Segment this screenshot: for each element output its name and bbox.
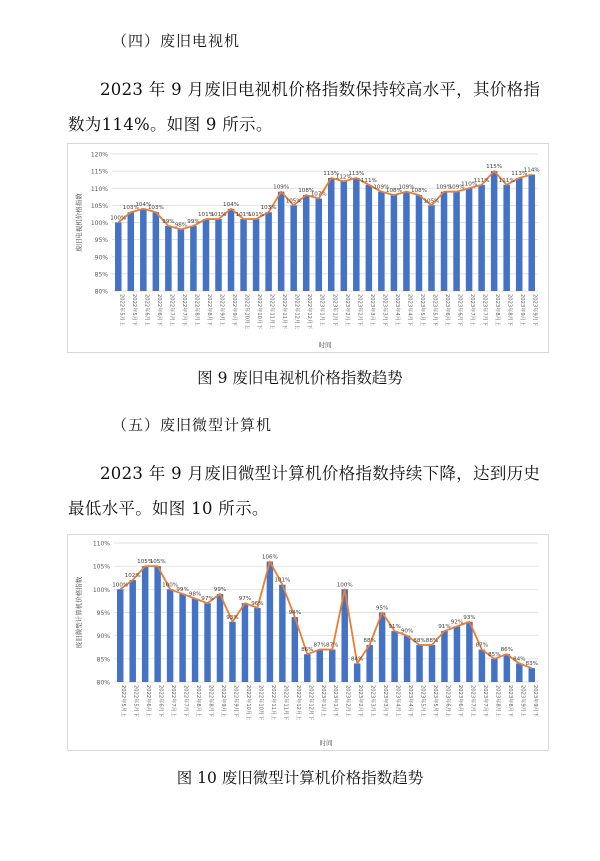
x-tick-label: 2022年7月下 — [182, 685, 189, 718]
x-tick-label: 2022年9月下 — [232, 685, 239, 718]
y-tick-label: 80% — [96, 679, 110, 687]
data-label: 111% — [498, 177, 515, 184]
bar — [491, 171, 498, 291]
x-axis-title: 时间 — [319, 739, 333, 747]
bar — [178, 229, 185, 291]
bar — [378, 192, 385, 291]
data-label: 84% — [513, 656, 526, 663]
bar — [129, 580, 135, 682]
x-tick-label: 2023年6月上 — [444, 685, 451, 718]
data-label: 98% — [188, 591, 202, 598]
x-tick-label: 2022年9月上 — [220, 685, 226, 718]
x-tick-label: 2022年7月上 — [168, 294, 175, 327]
tv-price-chart — [67, 143, 549, 353]
y-axis-title: 废旧电视机价格指数 — [75, 193, 83, 252]
data-label: 95% — [375, 605, 389, 612]
bar — [317, 650, 323, 682]
x-tick-label: 2022年10月下 — [256, 294, 263, 330]
data-label: 88% — [363, 637, 376, 644]
data-label: 97% — [201, 596, 214, 603]
bar — [516, 178, 523, 291]
x-axis-title: 时间 — [318, 341, 332, 349]
data-label: 103% — [260, 205, 277, 212]
data-label: 100% — [112, 582, 129, 589]
bar — [292, 617, 298, 682]
x-tick-label: 2023年2月上 — [344, 685, 351, 718]
bar — [265, 212, 272, 291]
data-label: 113% — [323, 170, 340, 177]
data-label: 109% — [448, 184, 465, 191]
data-label: 91% — [388, 624, 401, 631]
bar — [254, 608, 260, 682]
section5-heading: （五）废旧微型计算机 — [112, 416, 273, 434]
y-tick-label: 105% — [90, 202, 108, 210]
bar — [466, 188, 473, 291]
bar — [240, 219, 247, 291]
bar — [329, 650, 335, 682]
bar — [153, 212, 160, 291]
x-tick-label: 2022年12月上 — [294, 685, 301, 721]
y-axis-title: 废旧微型计算机价格指数 — [75, 576, 83, 649]
data-label: 93% — [463, 614, 476, 621]
data-label: 97% — [238, 596, 252, 603]
data-label: 93% — [226, 614, 239, 621]
y-tick-label: 110% — [92, 540, 110, 548]
bar — [179, 594, 185, 682]
x-tick-label: 2023年1月下 — [332, 685, 339, 718]
bar — [279, 585, 285, 682]
bar — [229, 622, 235, 682]
bar — [154, 566, 160, 682]
x-tick-label: 2023年9月下 — [531, 294, 538, 327]
x-tick-label: 2023年8月上 — [494, 294, 501, 327]
data-label: 105% — [285, 198, 302, 205]
data-label: 104% — [223, 201, 240, 208]
data-label: 108% — [298, 188, 315, 195]
bar — [416, 195, 423, 291]
x-tick-label: 2022年6月下 — [157, 685, 164, 718]
x-tick-label: 2022年6月上 — [145, 685, 152, 718]
bar — [466, 622, 472, 682]
bar — [353, 178, 360, 291]
y-tick-label: 105% — [92, 563, 110, 571]
data-label: 88% — [413, 637, 426, 644]
bar — [391, 195, 398, 291]
x-tick-label: 2023年2月下 — [356, 294, 363, 327]
x-tick-label: 2022年10月下 — [257, 685, 264, 721]
bar — [366, 645, 372, 682]
pc-price-chart-svg — [68, 535, 548, 750]
bar — [115, 223, 122, 292]
data-label: 113% — [348, 170, 365, 177]
data-label: 91% — [438, 624, 451, 631]
x-tick-label: 2023年3月上 — [368, 294, 375, 327]
data-label: 101% — [248, 212, 265, 219]
data-label: 115% — [486, 164, 503, 171]
x-tick-label: 2023年9月下 — [531, 685, 538, 718]
section4-heading: （四）废旧电视机 — [112, 32, 241, 50]
x-tick-label: 2022年8月下 — [207, 685, 214, 718]
x-tick-label: 2023年4月下 — [407, 685, 414, 718]
figure9-caption: 图 9 废旧电视机价格指数趋势 — [197, 369, 403, 387]
data-label: 105% — [149, 559, 166, 566]
x-tick-label: 2023年1月下 — [331, 294, 338, 327]
x-tick-label: 2022年11月上 — [269, 685, 276, 721]
data-label: 96% — [251, 600, 264, 607]
bar — [315, 199, 322, 291]
data-label: 109% — [398, 184, 415, 191]
y-tick-label: 80% — [94, 288, 108, 296]
x-tick-label: 2023年5月上 — [419, 685, 426, 718]
x-tick-label: 2022年8月上 — [195, 685, 202, 718]
bar — [190, 226, 197, 291]
x-tick-label: 2022年5月下 — [130, 294, 137, 327]
x-tick-label: 2023年1月上 — [319, 685, 326, 718]
x-tick-label: 2023年4月上 — [393, 294, 400, 327]
bar — [491, 659, 497, 682]
x-tick-label: 2023年5月下 — [432, 685, 438, 718]
data-label: 100% — [110, 215, 127, 222]
bar — [403, 192, 410, 291]
section4-paragraph: 2023 年 9 月废旧电视机价格指数保持较高水平，其价格指数为114%。如图 9 所示。 — [68, 80, 541, 134]
data-label: 105% — [423, 198, 440, 205]
x-tick-label: 2023年6月下 — [456, 294, 463, 327]
data-label: 86% — [500, 647, 514, 654]
data-label: 108% — [410, 188, 427, 195]
bar — [441, 631, 447, 682]
y-tick-label: 95% — [94, 237, 108, 245]
x-tick-label: 2023年7月上 — [469, 294, 476, 327]
x-tick-label: 2022年6月下 — [155, 294, 162, 327]
figure10-caption: 图 10 废旧微型计算机价格指数趋势 — [176, 769, 424, 787]
data-label: 87% — [313, 642, 326, 649]
y-tick-label: 100% — [90, 220, 108, 227]
x-tick-label: 2022年11月下 — [281, 294, 288, 330]
data-label: 99% — [162, 218, 175, 225]
x-tick-label: 2023年9月上 — [519, 294, 526, 327]
data-label: 112% — [335, 174, 352, 181]
bar — [453, 192, 460, 291]
bar — [278, 192, 285, 291]
x-tick-label: 2023年8月下 — [506, 294, 513, 327]
bar — [192, 599, 198, 682]
x-tick-label: 2022年12月下 — [307, 685, 314, 721]
data-label: 100% — [162, 582, 179, 589]
pc-price-chart — [67, 534, 549, 751]
bar — [354, 663, 360, 682]
x-tick-label: 2022年10月上 — [244, 685, 251, 721]
data-label: 90% — [400, 628, 414, 635]
data-label: 103% — [122, 205, 139, 212]
data-label: 109% — [273, 184, 290, 191]
bar — [117, 589, 123, 682]
x-tick-label: 2022年5月下 — [132, 685, 139, 718]
data-label: 83% — [525, 661, 538, 668]
bar — [379, 613, 385, 683]
data-label: 111% — [360, 177, 377, 184]
data-label: 94% — [288, 610, 302, 617]
data-label: 105% — [137, 559, 154, 566]
bar — [217, 594, 223, 682]
x-tick-label: 2022年8月上 — [193, 294, 200, 327]
data-label: 101% — [235, 212, 252, 219]
x-tick-label: 2022年7月上 — [170, 685, 177, 718]
x-tick-label: 2022年12月上 — [293, 294, 300, 330]
data-label: 111% — [473, 177, 490, 184]
data-label: 101% — [197, 212, 214, 219]
data-label: 109% — [373, 184, 390, 191]
bar — [479, 650, 485, 682]
bar — [528, 175, 535, 291]
x-tick-label: 2022年10月上 — [243, 294, 250, 330]
bar — [416, 645, 422, 682]
data-label: 110% — [461, 181, 478, 188]
data-label: 108% — [385, 188, 402, 195]
bar — [504, 654, 510, 682]
data-label: 85% — [488, 651, 501, 658]
data-label: 84% — [350, 656, 364, 663]
y-tick-label: 90% — [94, 254, 108, 262]
data-label: 98% — [174, 222, 188, 229]
x-tick-label: 2023年6月上 — [444, 294, 451, 327]
x-tick-label: 2023年7月上 — [469, 685, 476, 718]
bar — [290, 205, 297, 291]
bar — [165, 226, 172, 291]
x-tick-label: 2023年6月下 — [456, 685, 463, 718]
x-tick-label: 2022年8月下 — [205, 294, 212, 327]
y-tick-label: 110% — [90, 185, 108, 193]
bar — [303, 195, 310, 291]
x-tick-label: 2023年3月上 — [369, 685, 376, 718]
bar — [228, 209, 235, 291]
bar — [203, 219, 210, 291]
bar — [529, 668, 535, 682]
data-label: 87% — [475, 642, 489, 649]
data-label: 107% — [310, 191, 327, 198]
y-tick-label: 100% — [92, 586, 110, 594]
x-tick-label: 2022年11月上 — [268, 294, 275, 330]
data-label: 99% — [187, 218, 200, 225]
bar — [304, 654, 310, 682]
bar — [242, 603, 248, 682]
bar — [167, 589, 173, 682]
data-label: 88% — [425, 637, 439, 644]
bar — [454, 626, 460, 682]
bar — [267, 562, 273, 682]
x-tick-label: 2023年2月上 — [343, 294, 350, 327]
bar — [429, 645, 435, 682]
data-label: 114% — [523, 167, 540, 174]
data-label: 104% — [135, 201, 152, 208]
x-tick-label: 2023年7月下 — [481, 685, 488, 718]
x-tick-label: 2023年4月上 — [394, 685, 401, 718]
y-tick-label: 90% — [96, 633, 110, 641]
y-tick-label: 85% — [94, 271, 108, 279]
bar — [128, 212, 135, 291]
data-label: 100% — [336, 582, 353, 589]
data-label: 113% — [511, 170, 528, 177]
x-tick-label: 2023年1月上 — [318, 294, 325, 327]
data-label: 101% — [274, 577, 291, 584]
x-tick-label: 2022年6月上 — [143, 294, 150, 327]
bar — [516, 663, 522, 682]
data-label: 92% — [450, 619, 464, 626]
bar — [428, 205, 435, 291]
bar — [253, 219, 260, 291]
x-tick-label: 2023年7月下 — [481, 294, 488, 327]
x-tick-label: 2023年8月下 — [506, 685, 513, 718]
data-label: 102% — [124, 573, 141, 580]
y-tick-label: 115% — [90, 168, 108, 176]
x-tick-label: 2022年12月下 — [306, 294, 313, 330]
bar — [366, 185, 373, 291]
bar — [503, 185, 510, 291]
bar — [404, 636, 410, 682]
bar — [478, 185, 485, 291]
x-tick-label: 2022年9月上 — [218, 294, 225, 327]
data-label: 103% — [147, 205, 164, 212]
data-label: 86% — [301, 647, 314, 654]
tv-price-chart-svg — [68, 144, 548, 352]
x-tick-label: 2022年9月下 — [231, 294, 238, 327]
x-tick-label: 2023年3月下 — [381, 294, 388, 327]
data-label: 109% — [436, 184, 453, 191]
data-label: 106% — [261, 554, 278, 561]
x-tick-label: 2023年2月下 — [357, 685, 364, 718]
x-tick-label: 2023年8月上 — [494, 685, 501, 718]
y-tick-label: 85% — [96, 656, 110, 664]
x-tick-label: 2022年7月下 — [180, 294, 187, 327]
x-tick-label: 2022年5月上 — [120, 685, 127, 718]
bar — [140, 209, 147, 291]
x-tick-label: 2023年3月下 — [382, 685, 389, 718]
data-label: 99% — [213, 586, 227, 593]
data-label: 99% — [176, 586, 189, 593]
x-tick-label: 2023年4月下 — [406, 294, 413, 327]
data-label: 87% — [326, 642, 339, 649]
bar — [142, 566, 148, 682]
data-label: 101% — [210, 212, 227, 219]
bar — [328, 178, 335, 291]
x-tick-label: 2022年11月下 — [282, 685, 289, 721]
bar — [441, 192, 448, 291]
bar — [204, 603, 210, 682]
bar — [341, 181, 348, 291]
section5-paragraph: 2023 年 9 月废旧微型计算机价格指数持续下降，达到历史最低水平。如图 10 所示。 — [68, 464, 541, 518]
x-tick-label: 2023年5月上 — [418, 294, 425, 327]
bar — [215, 219, 222, 291]
x-tick-label: 2023年9月上 — [519, 685, 526, 718]
x-tick-label: 2023年5月下 — [431, 294, 438, 327]
bar — [391, 631, 397, 682]
y-tick-label: 95% — [96, 610, 110, 617]
y-tick-label: 120% — [90, 151, 108, 159]
x-tick-label: 2022年5月上 — [118, 294, 125, 327]
